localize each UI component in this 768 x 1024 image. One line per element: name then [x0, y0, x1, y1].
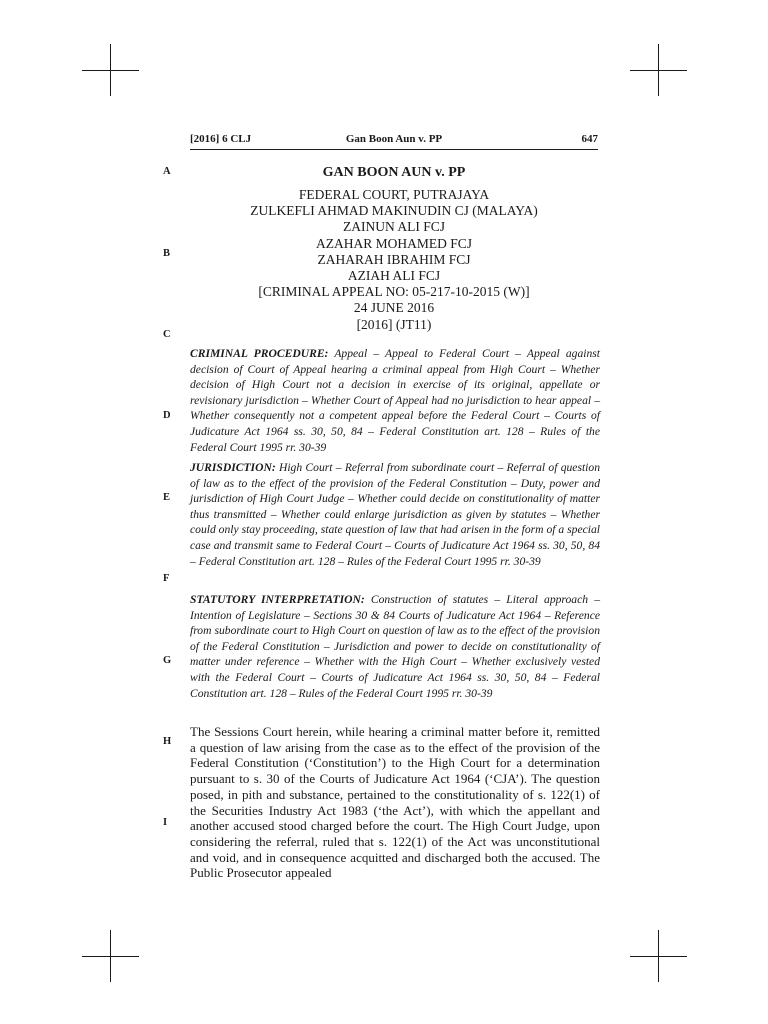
judge-name: AZAHAR MOHAMED FCJ — [315, 235, 472, 251]
report-citation: [2016] (JT11) — [356, 316, 432, 332]
margin-letter-a: A — [163, 166, 171, 177]
header-page-number: 647 — [581, 133, 598, 145]
margin-letter-e: E — [163, 492, 171, 503]
catchword-heading: CRIMINAL PROCEDURE: — [190, 347, 329, 360]
margin-letter-h: H — [163, 736, 172, 747]
margin-letter-i: I — [163, 817, 168, 828]
judge-name: ZAHARAH IBRAHIM FCJ — [317, 251, 471, 267]
decision-date: 24 JUNE 2016 — [353, 300, 435, 316]
header-citation: [2016] 6 CLJ — [190, 133, 252, 145]
header-running-title: Gan Boon Aun v. PP — [345, 133, 443, 145]
catchword-text: Appeal – Appeal to Federal Court – Appeal against decision of Court of Appeal hearing a criminal appeal from High Court – Whether decision of High Court not a decision in exercise of its original, appellate or revisionary jurisdiction – Whether Court of Appeal had no jurisdiction to hear appeal – Whether consequently not a competent appeal before the Federal Court – Courts of Judicature Act 1964 ss. 30, 50, 84 – Federal Constitution art. 128 – Rules of the Federal Court 1995 rr. 30-39 — [190, 347, 600, 454]
judge-name: ZAINUN ALI FCJ — [342, 219, 445, 235]
margin-letter-f: F — [163, 573, 170, 584]
catchword-statutory-interpretation — [190, 592, 600, 701]
appeal-number: [CRIMINAL APPEAL NO: 05-217-10-2015 (W)] — [258, 284, 530, 300]
catchword-heading: STATUTORY INTERPRETATION: — [190, 593, 365, 606]
court-info — [190, 187, 598, 333]
margin-letter-b: B — [163, 248, 171, 259]
catchword-jurisdiction — [190, 460, 600, 569]
margin-letter-c: C — [163, 329, 171, 340]
catchword-criminal-procedure — [190, 346, 600, 455]
headnote-paragraph: The Sessions Court herein, while hearing a criminal matter before it, remitted a question of law arising from the case as to the effect of the provision of the Federal Constitution (‘Constitution’) to the High Court for a determination pursuant to s. 30 of the Courts of Judicature Act 1964 (‘CJA’). The question posed, in pith and substance, pertained to the constitutionality of s. 122(1) of the Securities Industry Act 1983 (‘the Act’), with which the appellant and another accused stood charged before the court. The High Court Judge, upon considering the referral, ruled that s. 122(1) of the Act was unconstitutional and void, and in consequence acquitted and discharged both the accused. The Public Prosecutor appealed — [190, 724, 600, 881]
case-title: GAN BOON AUN v. PP — [322, 165, 466, 180]
catchword-heading: JURISDICTION: — [190, 461, 276, 474]
margin-letter-g: G — [163, 655, 172, 666]
judge-name: AZIAH ALI FCJ — [347, 268, 441, 284]
judge-name: ZULKEFLI AHMAD MAKINUDIN CJ (MALAYA) — [250, 203, 538, 219]
running-header — [190, 133, 598, 150]
margin-letter-d: D — [163, 410, 171, 421]
catchword-text: Construction of statutes – Literal approach – Intention of Legislature – Sections 30 & 84 Courts of Judicature Act 1964 – Reference from subordinate court to High Court on question of law as to the effect of the provision of the Federal Constitution – Jurisdiction and power to decide on constitutionality of matter under reference – Whether with the High Court – Whether exclusively vested with the Federal Court – Courts of Judicature Act 1964 ss. 30, 50, 84 – Federal Constitution art. 128 – Rules of the Federal Court 1995 rr. 30-39 — [190, 593, 600, 700]
catchword-text: High Court – Referral from subordinate court – Referral of question of law as to the effect of the provision of the Federal Constitution – Duty, power and jurisdiction of High Court Judge – Whether could decide on constitutionality of matter thus transmitted – Whether could enlarge jurisdiction as given by statutes – Whether could only stay proceeding, state question of law that had arisen in the form of a special case and transmit same to Federal Court – Courts of Judicature Act 1964 ss. 30, 50, 84 – Federal Constitution art. 128 – Rules of the Federal Court 1995 rr. 30-39 — [190, 461, 600, 568]
court-name: FEDERAL COURT, PUTRAJAYA — [298, 187, 490, 202]
